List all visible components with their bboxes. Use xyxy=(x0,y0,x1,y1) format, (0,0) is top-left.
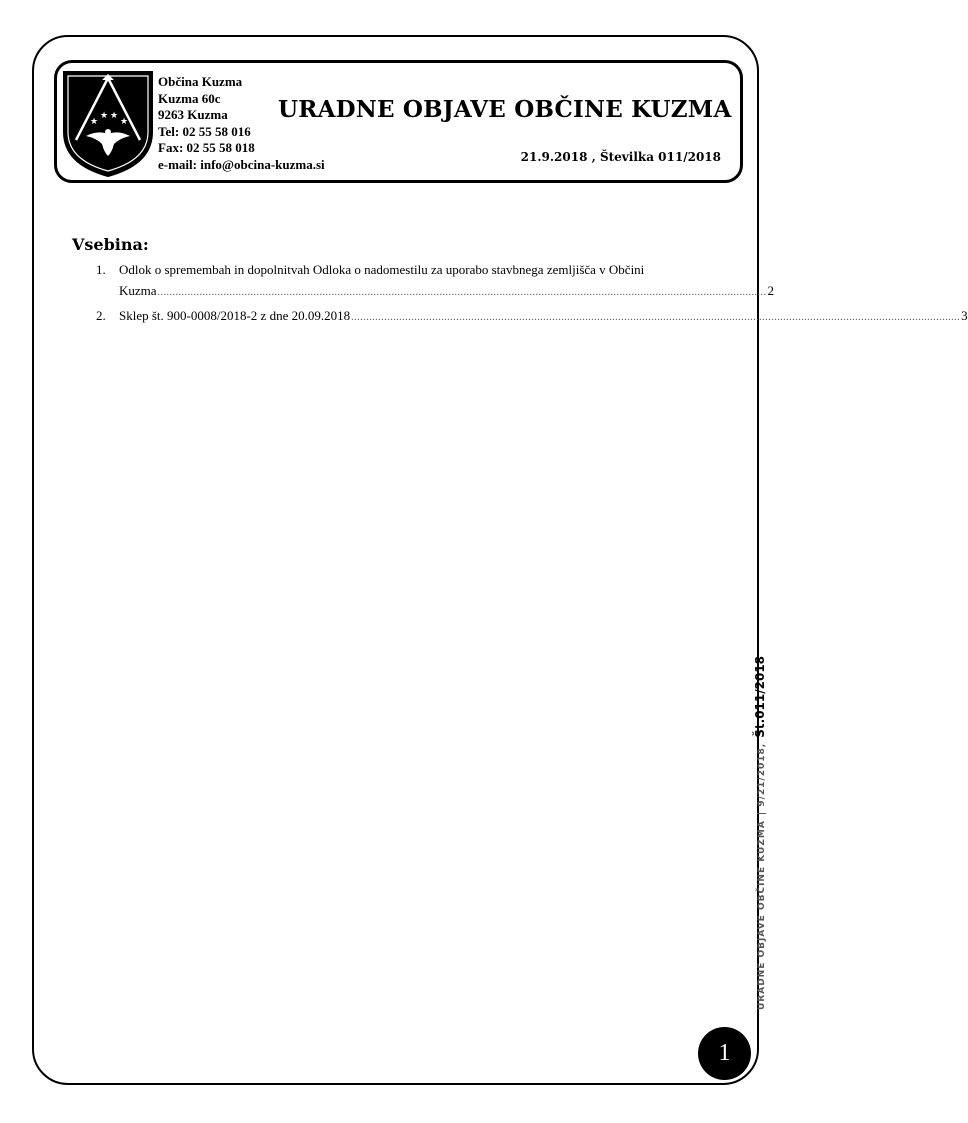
svg-text:★: ★ xyxy=(100,111,109,121)
street-address: Kuzma 60c xyxy=(158,90,221,106)
toc-item[interactable] xyxy=(96,305,968,328)
toc-heading: Vsebina: xyxy=(72,235,149,254)
toc-item-title-line1 xyxy=(119,259,712,280)
svg-text:★: ★ xyxy=(120,117,129,127)
side-strip-number: Št.011/2018 xyxy=(753,655,767,738)
svg-text:★: ★ xyxy=(90,117,99,127)
toc-item-title: Odlok o spremembah in dopolnitvah Odloka o nadomestilu za uporabo stavbnega zemljišča v Občini xyxy=(119,262,645,277)
coat-of-arms-logo xyxy=(62,70,154,178)
toc-item-title-line2 xyxy=(119,280,775,303)
fax-number: Fax: 02 55 58 018 xyxy=(158,140,255,155)
page-frame xyxy=(32,35,759,1085)
publication-title: URADNE OBJAVE OBČINE KUZMA xyxy=(278,96,732,123)
issue-date-number: 21.9.2018 , Številka 011/2018 xyxy=(520,150,721,164)
side-strip-date: 9/21/2018, xyxy=(757,742,767,807)
municipality-name: Občina Kuzma xyxy=(158,74,243,89)
side-strip-publication: URADNE OBJAVE OBČINE KUZMA xyxy=(757,820,767,1010)
leader-dots: ........................................................................................................................................................................................................... xyxy=(157,287,767,298)
toc-item-title-line1 xyxy=(119,305,968,328)
toc-item-title: Sklep št. 900-0008/2018-2 z dne 20.09.2018 xyxy=(119,308,351,323)
toc-item-title-continued: Kuzma xyxy=(119,283,157,298)
svg-text:★: ★ xyxy=(110,111,119,121)
page-number-badge: 1 xyxy=(698,1027,751,1080)
toc-item-page: 3 xyxy=(961,308,968,323)
toc-item-number: 1. xyxy=(96,262,106,277)
side-strip-separator: | xyxy=(757,806,767,816)
side-strip xyxy=(749,655,769,1010)
contact-block xyxy=(158,74,325,173)
postal-address: 9263 Kuzma xyxy=(158,107,228,122)
toc-item-page: 2 xyxy=(767,283,775,298)
toc-item-number: 2. xyxy=(96,308,106,323)
email-address: e-mail: info@obcina-kuzma.si xyxy=(158,156,325,172)
leader-dots: ........................................................................................................................................................................................................... xyxy=(351,312,961,323)
phone-number: Tel: 02 55 58 016 xyxy=(158,123,251,139)
toc-item[interactable] xyxy=(96,259,775,303)
